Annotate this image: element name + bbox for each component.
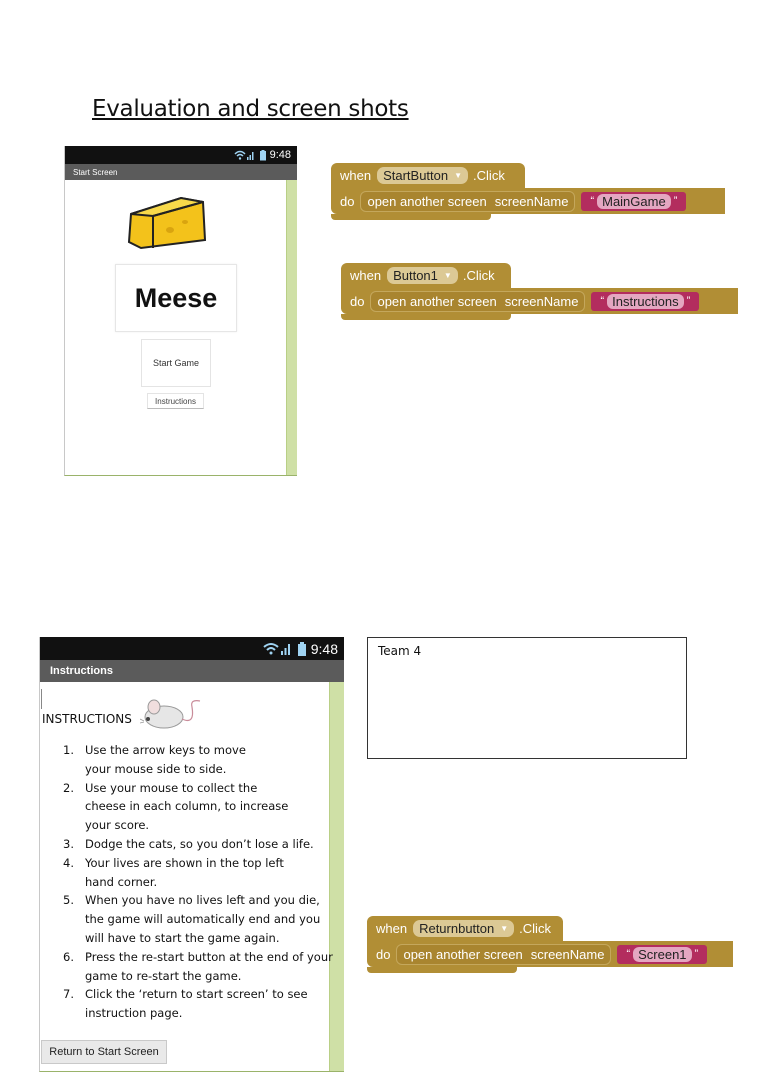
mouse-icon <box>140 695 202 735</box>
when-keyword: when <box>376 921 408 936</box>
cheese-icon <box>125 192 207 254</box>
instruction-item <box>60 985 335 1023</box>
clock: 9:48 <box>269 149 291 161</box>
app-title: Meese <box>134 282 218 313</box>
instruction-number: 2. <box>63 780 74 795</box>
status-bar <box>40 637 344 660</box>
instruction-text: instruction page. <box>85 1006 183 1021</box>
instruction-text: hand corner. <box>85 874 158 889</box>
scrollbar[interactable] <box>286 180 297 475</box>
instruction-number: 5. <box>63 893 74 908</box>
quote-icon: ” <box>686 295 691 307</box>
dropdown-arrow-icon: ▼ <box>500 924 509 933</box>
screen-title: Instructions <box>40 660 344 682</box>
event-name: .Click <box>462 268 495 283</box>
instruction-text: Use the arrow keys to move <box>85 743 246 757</box>
instruction-text: When you have no lives left and you die, <box>85 893 320 908</box>
instruction-text: your score. <box>85 818 150 833</box>
app-title-box <box>115 264 237 332</box>
dropdown-arrow-icon: ▼ <box>443 271 452 280</box>
instruction-item <box>60 741 335 779</box>
instructions-heading: INSTRUCTIONS <box>42 712 132 726</box>
instruction-item <box>60 854 335 892</box>
component-dropdown[interactable]: Returnbutton ▼ <box>413 920 514 937</box>
status-bar <box>65 146 297 164</box>
return-to-start-button[interactable] <box>41 1040 167 1064</box>
instructions-button[interactable] <box>147 393 204 409</box>
start-game-button[interactable] <box>141 339 211 387</box>
page-heading: Evaluation and screen shots <box>92 96 409 122</box>
quote-icon: “ <box>600 295 605 307</box>
text-cursor <box>41 689 42 709</box>
battery-icon <box>259 150 267 161</box>
when-keyword: when <box>350 268 382 283</box>
quote-icon: “ <box>626 948 631 960</box>
event-name: .Click <box>519 921 551 936</box>
open-screen-block[interactable]: open another screen screenName <box>396 944 611 965</box>
instruction-number: 3. <box>63 836 74 851</box>
instruction-number: 6. <box>63 949 74 964</box>
open-screen-block[interactable]: open another screen screenName <box>370 291 585 312</box>
instruction-text: your mouse side to side. <box>85 761 227 776</box>
do-keyword: do <box>340 193 355 209</box>
instruction-text: Your lives are shown in the top left <box>85 855 284 870</box>
text-block[interactable] <box>581 192 686 211</box>
instruction-text: cheese in each column, to increase <box>85 799 289 814</box>
open-screen-block[interactable]: open another screen screenName <box>360 191 575 212</box>
text-block[interactable] <box>591 292 699 311</box>
instruction-item <box>60 891 335 947</box>
component-dropdown[interactable]: StartButton ▼ <box>377 167 468 184</box>
instruction-text: Use your mouse to collect the <box>85 780 258 795</box>
screen-name-value: Screen1 <box>633 947 691 962</box>
instruction-item <box>60 948 335 986</box>
screen-name-value: MainGame <box>597 194 671 209</box>
quote-icon: “ <box>590 195 595 207</box>
instruction-text: Click the ‘return to start screen’ to see <box>85 987 308 1002</box>
dropdown-arrow-icon: ▼ <box>454 171 463 180</box>
instruction-text: Dodge the cats, so you don’t lose a life. <box>85 836 314 851</box>
event-name: .Click <box>473 168 505 183</box>
battery-icon <box>297 642 307 656</box>
component-dropdown[interactable]: Button1 ▼ <box>387 267 458 284</box>
return-to-start-label: Return to Start Screen <box>49 1046 159 1058</box>
instruction-number: 1. <box>63 743 74 757</box>
instruction-number: 7. <box>63 987 74 1002</box>
text-block[interactable] <box>617 945 707 964</box>
instruction-text: Press the re-start button at the end of your <box>85 949 333 964</box>
instruction-text: will have to start the game again. <box>85 930 280 945</box>
team-text-box <box>367 637 687 759</box>
do-keyword: do <box>376 946 391 962</box>
clock: 9:48 <box>310 640 338 657</box>
start-game-label: Start Game <box>152 358 199 368</box>
instructions-label: Instructions <box>155 396 196 406</box>
wifi-signal-icon <box>234 150 256 161</box>
instructions-list <box>60 741 335 1023</box>
start-screen-mockup <box>64 146 297 476</box>
instruction-item <box>60 835 335 854</box>
screen-name-value: Instructions <box>607 294 683 309</box>
when-keyword: when <box>340 168 372 183</box>
quote-icon: ” <box>673 195 678 207</box>
instruction-item <box>60 779 335 835</box>
screen-title: Start Screen <box>65 164 297 180</box>
do-keyword: do <box>350 293 365 309</box>
team-label: Team 4 <box>378 644 422 658</box>
instruction-text: game to re-start the game. <box>85 968 242 983</box>
instructions-screen-mockup <box>39 637 344 1072</box>
instruction-text: the game will automatically end and you <box>85 912 321 927</box>
instruction-number: 4. <box>63 855 74 870</box>
quote-icon: ” <box>694 948 699 960</box>
wifi-signal-icon <box>263 642 293 656</box>
